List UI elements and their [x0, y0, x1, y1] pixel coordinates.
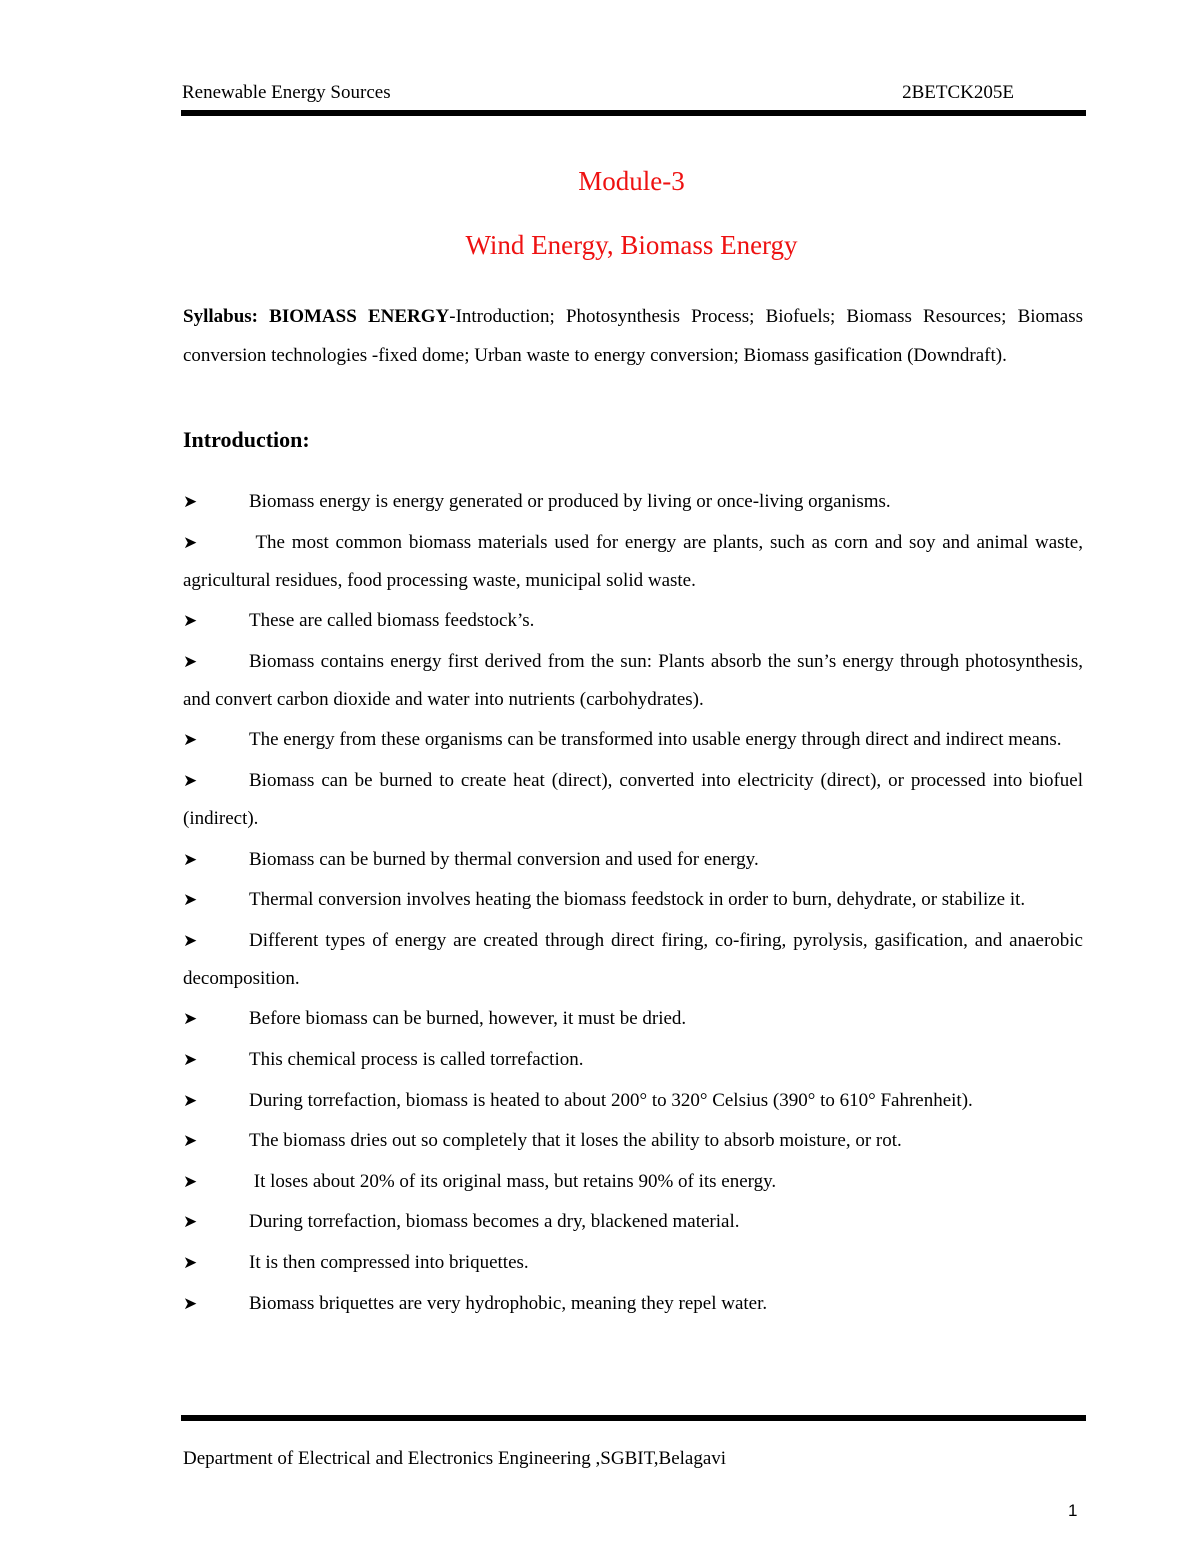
arrow-bullet-icon: ➤ [183, 492, 198, 512]
list-item [183, 1285, 1083, 1323]
arrow-bullet-icon: ➤ [183, 1049, 198, 1070]
list-item-text: It is then compressed into briquettes. [249, 1251, 529, 1273]
list-item [183, 922, 1083, 998]
list-item-text: This chemical process is called torrefaction. [249, 1048, 584, 1070]
list-item [183, 643, 1083, 719]
page-number: 1 [1068, 1501, 1078, 1520]
arrow-bullet-icon: ➤ [183, 849, 198, 870]
list-item-text: During torrefaction, biomass is heated to about 200° to 320° Celsius (390° to 610° Fahrenheit). [249, 1089, 973, 1111]
list-item [183, 1244, 1083, 1282]
list-item [183, 1163, 1083, 1201]
arrow-bullet-icon: ➤ [183, 1131, 198, 1152]
list-item [183, 1000, 1083, 1038]
footer-divider [181, 1415, 1086, 1421]
syllabus-paragraph [183, 297, 1083, 375]
list-item [183, 762, 1083, 838]
list-item-text: Biomass contains energy first derived from the sun: Plants absorb the sun’s energy through photosynthesis, and convert carbon dioxide and water into nutrients (carbohydrates). [183, 650, 1083, 710]
introduction-bullet-list [183, 483, 1083, 1325]
syllabus-topic: BIOMASS ENERGY [269, 306, 450, 327]
arrow-bullet-icon: ➤ [183, 532, 198, 553]
arrow-bullet-icon: ➤ [183, 1252, 198, 1273]
syllabus-label: Syllabus: [183, 306, 258, 327]
list-item [183, 1122, 1083, 1160]
list-item-text: The most common biomass materials used for energy are plants, such as corn and soy and animal waste, agricultural residues, food processing waste, municipal solid waste. [183, 531, 1083, 591]
list-item [183, 602, 1083, 640]
page-header [182, 82, 1086, 106]
header-course-title: Renewable Energy Sources [182, 82, 391, 103]
module-subtitle: Wind Energy, Biomass Energy [465, 230, 798, 260]
arrow-bullet-icon: ➤ [183, 1171, 198, 1192]
footer-department: Department of Electrical and Electronics Engineering ,SGBIT,Belagavi [183, 1448, 727, 1469]
syllabus-text: -Introduction; Photosynthesis Process; Biofuels; Biomass Resources; Biomass conversion technologies -fixed dome; Urban waste to energy conversion; Biomass gasification (Downdraft). [183, 306, 1084, 366]
arrow-bullet-icon: ➤ [183, 890, 198, 911]
arrow-bullet-icon: ➤ [183, 1090, 198, 1111]
arrow-bullet-icon: ➤ [183, 770, 198, 791]
arrow-bullet-icon: ➤ [183, 930, 198, 951]
introduction-heading: Introduction: [183, 427, 310, 452]
list-item [183, 483, 1083, 521]
list-item-text: These are called biomass feedstock’s. [249, 610, 535, 632]
arrow-bullet-icon: ➤ [183, 1212, 198, 1233]
arrow-bullet-icon: ➤ [183, 1009, 198, 1030]
arrow-bullet-icon: ➤ [183, 730, 198, 751]
list-item [183, 1041, 1083, 1079]
header-course-code: 2BETCK205E [902, 82, 1014, 103]
list-item [183, 841, 1083, 879]
list-item-text: Biomass can be burned to create heat (direct), converted into electricity (direct), or processed into biofuel (indirect). [183, 769, 1083, 829]
list-item-text: It loses about 20% of its original mass, but retains 90% of its energy. [249, 1170, 777, 1192]
list-item-text: Biomass briquettes are very hydrophobic, meaning they repel water. [249, 1292, 768, 1314]
list-item-text: Thermal conversion involves heating the biomass feedstock in order to burn, dehydrate, or stabilize it. [249, 889, 1026, 911]
arrow-bullet-icon: ➤ [183, 611, 198, 632]
list-item-text: Before biomass can be burned, however, it must be dried. [249, 1008, 687, 1030]
list-item-text: The energy from these organisms can be transformed into usable energy through direct and indirect means. [249, 729, 1062, 751]
module-title: Module-3 [578, 166, 685, 196]
header-divider [181, 110, 1086, 116]
list-item [183, 1203, 1083, 1241]
list-item-text: The biomass dries out so completely that it loses the ability to absorb moisture, or rot. [249, 1130, 902, 1152]
list-item [183, 1082, 1083, 1120]
list-item [183, 721, 1083, 759]
arrow-bullet-icon: ➤ [183, 651, 198, 672]
arrow-bullet-icon: ➤ [183, 1293, 198, 1314]
list-item [183, 881, 1083, 919]
list-item-text: Biomass energy is energy generated or produced by living or once-living organisms. [249, 491, 891, 512]
list-item-text: Different types of energy are created through direct firing, co-firing, pyrolysis, gasification, and anaerobic decomposition. [183, 929, 1083, 989]
list-item-text: During torrefaction, biomass becomes a dry, blackened material. [249, 1211, 740, 1233]
list-item-text: Biomass can be burned by thermal conversion and used for energy. [249, 848, 759, 870]
list-item [183, 524, 1083, 600]
